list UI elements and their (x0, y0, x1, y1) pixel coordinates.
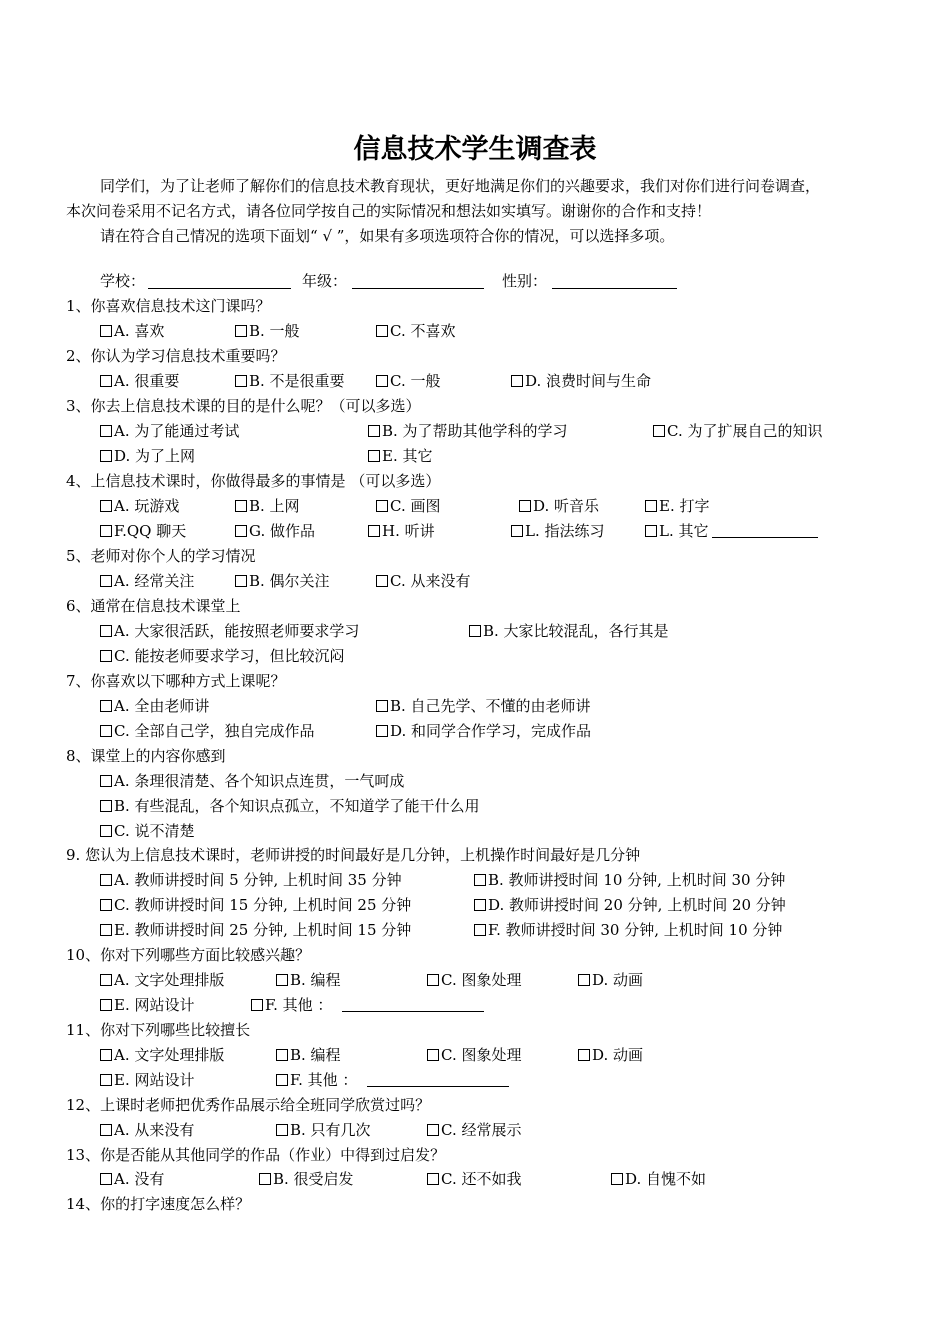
question-14: 14、你的打字速度怎么样？ (66, 1195, 251, 1213)
q11-option-f[interactable]: F. 其他 ： (276, 1068, 357, 1093)
checkbox-icon (100, 874, 112, 886)
q9-option-a[interactable]: A. 教师讲授时间 5 分钟, 上机时间 35 分钟 (100, 868, 402, 893)
checkbox-icon (100, 1074, 112, 1086)
checkbox-icon (251, 999, 263, 1011)
q10-other-field[interactable] (342, 997, 484, 1012)
checkbox-icon (611, 1173, 623, 1185)
checkbox-icon (100, 425, 112, 437)
q3-option-c[interactable]: C. 为了扩展自己的知识 (653, 419, 822, 444)
intro-line-1: 同学们，为了让老师了解你们的信息技术教育现状，更好地满足你们的兴趣要求，我们对你们进行问卷调查， (100, 177, 821, 195)
q4-option-g[interactable]: G. 做作品 (235, 519, 315, 544)
checkbox-icon (645, 525, 657, 537)
q11-option-d[interactable]: D. 动画 (578, 1043, 643, 1068)
q5-option-c[interactable]: C. 从来没有 (376, 569, 470, 594)
checkbox-icon (235, 500, 247, 512)
question-7: 7、你喜欢以下哪种方式上课呢？ (66, 672, 286, 690)
q1-option-b[interactable]: B. 一般 (235, 319, 300, 344)
gender-field[interactable] (552, 274, 677, 289)
checkbox-icon (100, 725, 112, 737)
q12-option-a[interactable]: A. 从来没有 (100, 1118, 194, 1143)
checkbox-icon (469, 625, 481, 637)
q1-option-a[interactable]: A. 喜欢 (100, 319, 164, 344)
checkbox-icon (100, 800, 112, 812)
checkbox-icon (100, 700, 112, 712)
checkbox-icon (100, 450, 112, 462)
q11-option-a[interactable]: A. 文字处理排版 (100, 1043, 224, 1068)
checkbox-icon (427, 974, 439, 986)
q8-option-b[interactable]: B. 有些混乱，各个知识点孤立，不知道学了能干什么用 (100, 794, 480, 819)
intro-line-2: 本次问卷采用不记名方式，请各位同学按自己的实际情况和想法如实填写。谢谢你的合作和支持！ (66, 202, 712, 220)
question-1: 1、你喜欢信息技术这门课吗？ (66, 297, 271, 315)
checkbox-icon (276, 974, 288, 986)
q8-option-c[interactable]: C. 说不清楚 (100, 819, 194, 844)
q9-option-f[interactable]: F. 教师讲授时间 30 分钟, 上机时间 10 分钟 (474, 918, 782, 943)
checkbox-icon (100, 899, 112, 911)
q6-option-a[interactable]: A. 大家很活跃，能按照老师要求学习 (100, 619, 359, 644)
q9-option-d[interactable]: D. 教师讲授时间 20 分钟, 上机时间 20 分钟 (474, 893, 786, 918)
question-12: 12、上课时老师把优秀作品展示给全班同学欣赏过吗？ (66, 1096, 431, 1114)
q4-other-field[interactable] (712, 523, 818, 538)
q12-option-b[interactable]: B. 只有几次 (276, 1118, 371, 1143)
q3-option-d[interactable]: D. 为了上网 (100, 444, 195, 469)
q4-option-a[interactable]: A. 玩游戏 (100, 494, 179, 519)
checkbox-icon (427, 1049, 439, 1061)
q4-option-l-other[interactable]: L. 其它 (645, 519, 709, 544)
checkbox-icon (276, 1049, 288, 1061)
checkbox-icon (427, 1173, 439, 1185)
question-5: 5、老师对你个人的学习情况 (66, 547, 256, 565)
school-label: 学校： (100, 272, 146, 290)
checkbox-icon (235, 575, 247, 587)
q2-option-b[interactable]: B. 不是很重要 (235, 369, 345, 394)
q2-option-a[interactable]: A. 很重要 (100, 369, 179, 394)
q13-option-c[interactable]: C. 还不如我 (427, 1167, 521, 1192)
q4-option-e[interactable]: E. 打字 (645, 494, 710, 519)
checkbox-icon (376, 725, 388, 737)
checkbox-icon (100, 999, 112, 1011)
q12-option-c[interactable]: C. 经常展示 (427, 1118, 521, 1143)
checkbox-icon (100, 825, 112, 837)
checkbox-icon (100, 775, 112, 787)
question-8: 8、课堂上的内容你感到 (66, 747, 226, 765)
checkbox-icon (100, 525, 112, 537)
checkbox-icon (100, 325, 112, 337)
question-13: 13、你是否能从其他同学的作品（作业）中得到过启发？ (66, 1146, 446, 1164)
q4-option-c[interactable]: C. 画图 (376, 494, 440, 519)
q10-option-e[interactable]: E. 网站设计 (100, 993, 195, 1018)
checkbox-icon (100, 924, 112, 936)
q3-option-a[interactable]: A. 为了能通过考试 (100, 419, 239, 444)
grade-label: 年级： (302, 272, 348, 290)
question-2: 2、你认为学习信息技术重要吗？ (66, 347, 286, 365)
checkbox-icon (235, 525, 247, 537)
checkbox-icon (474, 924, 486, 936)
q5-option-a[interactable]: A. 经常关注 (100, 569, 194, 594)
checkbox-icon (474, 899, 486, 911)
checkbox-icon (427, 1124, 439, 1136)
question-9: 9. 您认为上信息技术课时，老师讲授的时间最好是几分钟，上机操作时间最好是几分钟 (66, 846, 641, 864)
q3-option-b[interactable]: B. 为了帮助其他学科的学习 (368, 419, 568, 444)
checkbox-icon (100, 625, 112, 637)
q7-option-b[interactable]: B. 自己先学、不懂的由老师讲 (376, 694, 591, 719)
q2-option-d[interactable]: D. 浪费时间与生命 (511, 369, 651, 394)
gender-label: 性别： (502, 272, 548, 290)
checkbox-icon (376, 700, 388, 712)
question-4: 4、上信息技术课时，你做得最多的事情是 （可以多选） (66, 472, 441, 490)
q13-option-d[interactable]: D. 自愧不如 (611, 1167, 706, 1192)
q10-option-f[interactable]: F. 其他 ： (251, 993, 332, 1018)
checkbox-icon (368, 425, 380, 437)
checkbox-icon (519, 500, 531, 512)
checkbox-icon (376, 375, 388, 387)
q10-option-d[interactable]: D. 动画 (578, 968, 643, 993)
checkbox-icon (376, 325, 388, 337)
q4-option-b[interactable]: B. 上网 (235, 494, 300, 519)
checkbox-icon (100, 375, 112, 387)
checkbox-icon (100, 575, 112, 587)
q4-option-f[interactable]: F.QQ 聊天 (100, 519, 186, 544)
q7-option-d[interactable]: D. 和同学合作学习，完成作品 (376, 719, 591, 744)
checkbox-icon (368, 525, 380, 537)
q8-option-a[interactable]: A. 条理很清楚、各个知识点连贯，一气呵成 (100, 769, 404, 794)
checkbox-icon (376, 500, 388, 512)
q1-option-c[interactable]: C. 不喜欢 (376, 319, 455, 344)
q9-option-e[interactable]: E. 教师讲授时间 25 分钟, 上机时间 15 分钟 (100, 918, 411, 943)
q11-option-c[interactable]: C. 图象处理 (427, 1043, 521, 1068)
checkbox-icon (259, 1173, 271, 1185)
question-11: 11、你对下列哪些比较擅长 (66, 1021, 251, 1039)
q6-option-c[interactable]: C. 能按老师要求学习，但比较沉闷 (100, 644, 344, 669)
checkbox-icon (653, 425, 665, 437)
q4-option-d[interactable]: D. 听音乐 (519, 494, 599, 519)
q5-option-b[interactable]: B. 偶尔关注 (235, 569, 330, 594)
checkbox-icon (511, 375, 523, 387)
school-field[interactable] (148, 274, 291, 289)
checkbox-icon (276, 1074, 288, 1086)
q7-option-c[interactable]: C. 全部自己学，独自完成作品 (100, 719, 314, 744)
question-3: 3、你去上信息技术课的目的是什么呢？（可以多选） (66, 397, 421, 415)
checkbox-icon (100, 1049, 112, 1061)
question-10: 10、你对下列哪些方面比较感兴趣？ (66, 946, 311, 964)
checkbox-icon (474, 874, 486, 886)
q10-option-c[interactable]: C. 图象处理 (427, 968, 521, 993)
checkbox-icon (368, 450, 380, 462)
q2-option-c[interactable]: C. 一般 (376, 369, 440, 394)
checkbox-icon (511, 525, 523, 537)
checkbox-icon (235, 325, 247, 337)
q4-option-h[interactable]: H. 听讲 (368, 519, 435, 544)
q13-option-b[interactable]: B. 很受启发 (259, 1167, 354, 1192)
q9-option-c[interactable]: C. 教师讲授时间 15 分钟, 上机时间 25 分钟 (100, 893, 411, 918)
checkbox-icon (100, 500, 112, 512)
checkbox-icon (100, 650, 112, 662)
checkbox-icon (578, 974, 590, 986)
q11-option-b[interactable]: B. 编程 (276, 1043, 341, 1068)
q6-option-b[interactable]: B. 大家比较混乱，各行其是 (469, 619, 669, 644)
q9-option-b[interactable]: B. 教师讲授时间 10 分钟, 上机时间 30 分钟 (474, 868, 785, 893)
document-title: 信息技术学生调查表 (353, 134, 597, 165)
checkbox-icon (578, 1049, 590, 1061)
q7-option-a[interactable]: A. 全由老师讲 (100, 694, 209, 719)
checkbox-icon (100, 974, 112, 986)
q11-option-e[interactable]: E. 网站设计 (100, 1068, 195, 1093)
q4-option-l-typing[interactable]: L. 指法练习 (511, 519, 605, 544)
q10-option-b[interactable]: B. 编程 (276, 968, 341, 993)
q10-option-a[interactable]: A. 文字处理排版 (100, 968, 224, 993)
q3-option-e[interactable]: E. 其它 (368, 444, 433, 469)
q13-option-a[interactable]: A. 没有 (100, 1167, 164, 1192)
grade-field[interactable] (352, 274, 484, 289)
checkbox-icon (100, 1124, 112, 1136)
checkbox-icon (376, 575, 388, 587)
checkbox-icon (235, 375, 247, 387)
question-6: 6、通常在信息技术课堂上 (66, 597, 241, 615)
checkbox-icon (100, 1173, 112, 1185)
q11-other-field[interactable] (367, 1072, 509, 1087)
checkbox-icon (276, 1124, 288, 1136)
checkbox-icon (645, 500, 657, 512)
intro-line-3: 请在符合自己情况的选项下面划“ √ ”，如果有多项选项符合你的情况，可以选择多项。 (100, 227, 675, 245)
